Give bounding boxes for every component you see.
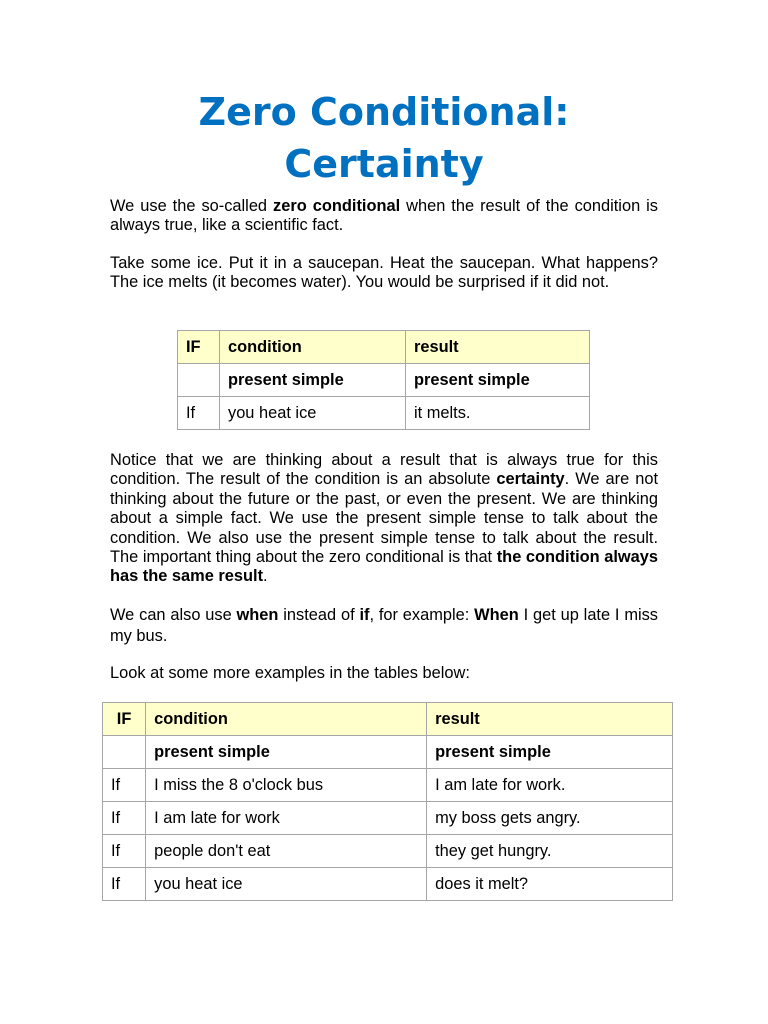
row-if-cell: If: [178, 397, 220, 430]
row-condition-cell: you heat ice: [146, 868, 427, 901]
row-condition-cell: people don't eat: [146, 835, 427, 868]
title-line-1: Zero Conditional:: [198, 90, 570, 134]
table-header-row: [103, 703, 673, 736]
when-text-3: , for example:: [369, 606, 475, 624]
header-condition-cell: condition: [146, 703, 427, 736]
table-row: [178, 397, 590, 430]
notice-text-2: . We are not thinking about the future or the past, or even the present. We are thinking about a simple fact. We use the present simple tense to talk about the condition. We also use the present simple tense to talk about the result. The important thing about the zero conditional is that: [110, 470, 659, 567]
subheader-empty-cell: [103, 736, 146, 769]
intro-text-end: when the result of the condition is always true, like a scientific fact.: [110, 197, 659, 235]
row-result-cell: it melts.: [406, 397, 590, 430]
when-paragraph: [110, 605, 658, 647]
row-condition-cell: I am late for work: [146, 802, 427, 835]
when-bold-when: when: [236, 606, 279, 624]
intro-term-bold: zero conditional: [273, 197, 401, 215]
subheader-condition-tense: present simple: [220, 364, 406, 397]
notice-text-3: .: [263, 567, 268, 586]
row-result-cell: they get hungry.: [427, 835, 673, 868]
table-row: [103, 835, 673, 868]
table-subheader-row: [103, 736, 673, 769]
header-result-cell: result: [406, 331, 590, 364]
notice-bold-certainty: certainty: [496, 470, 565, 489]
when-bold-example: When: [474, 606, 519, 624]
table-row: [103, 802, 673, 835]
header-if-cell: IF: [103, 703, 146, 736]
table-row: [103, 769, 673, 802]
title-line-2: Certainty: [284, 142, 484, 186]
table-subheader-row: [178, 364, 590, 397]
notice-text-1: Notice that we are thinking about a result that is always true for this condition. The result of the condition is an absolute: [110, 451, 658, 489]
row-if-cell: If: [103, 769, 146, 802]
row-condition-cell: you heat ice: [220, 397, 406, 430]
subheader-result-tense: present simple: [406, 364, 590, 397]
table-header-row: [178, 331, 590, 364]
row-if-cell: If: [103, 802, 146, 835]
conditional-table-2: [102, 702, 673, 901]
example-paragraph: Take some ice. Put it in a saucepan. Heat the saucepan. What happens? The ice melts (it becomes water). You would be surprised if it did not.: [110, 254, 658, 292]
when-text-1: We can also use: [110, 606, 237, 624]
intro-text-start: We use the so-called: [110, 197, 274, 215]
conditional-table-1: [177, 330, 590, 430]
subheader-condition-tense: present simple: [146, 736, 427, 769]
header-result-cell: result: [427, 703, 673, 736]
notice-paragraph: [110, 451, 658, 587]
header-if-cell: IF: [178, 331, 220, 364]
header-condition-cell: condition: [220, 331, 406, 364]
subheader-empty-cell: [178, 364, 220, 397]
when-bold-if: if: [359, 606, 370, 624]
when-text-2: instead of: [278, 606, 360, 624]
table-row: [103, 868, 673, 901]
look-paragraph: Look at some more examples in the tables below:: [110, 664, 470, 682]
intro-paragraph: [110, 197, 658, 236]
notice-bold-rule: the condition always has the same result: [110, 548, 659, 586]
row-result-cell: I am late for work.: [427, 769, 673, 802]
when-text-4: I get up late I miss my bus.: [110, 606, 658, 645]
row-if-cell: If: [103, 868, 146, 901]
row-result-cell: my boss gets angry.: [427, 802, 673, 835]
row-if-cell: If: [103, 835, 146, 868]
page-title: [110, 86, 658, 190]
row-condition-cell: I miss the 8 o'clock bus: [146, 769, 427, 802]
row-result-cell: does it melt?: [427, 868, 673, 901]
subheader-result-tense: present simple: [427, 736, 673, 769]
